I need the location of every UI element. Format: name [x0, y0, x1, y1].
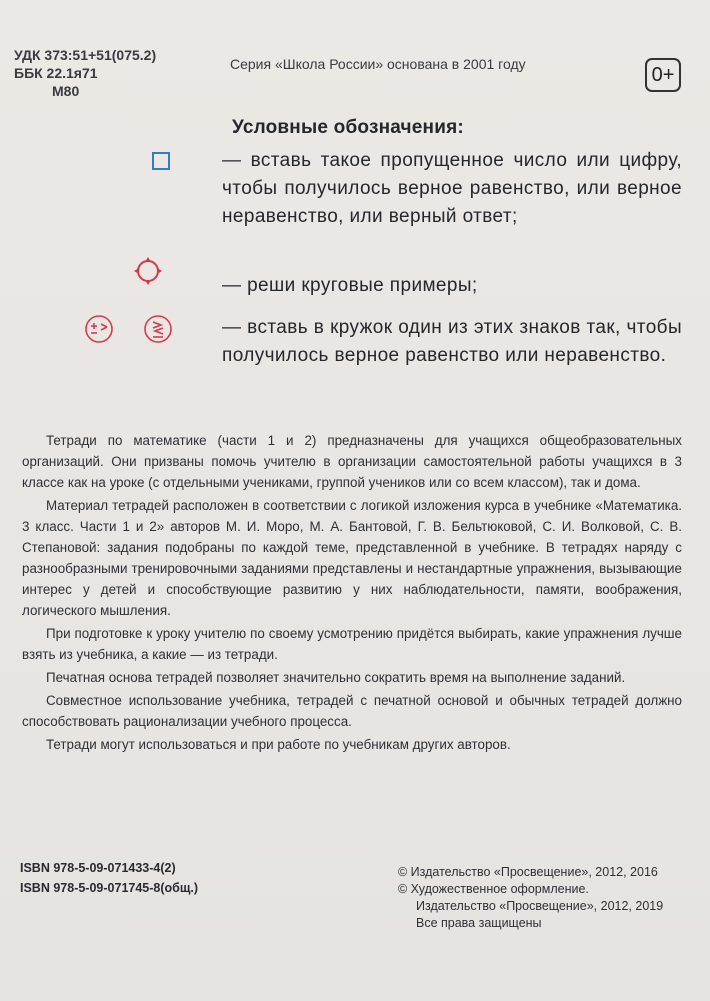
- rights-reserved: Все права защищены: [416, 916, 542, 930]
- isbn-set: ISBN 978-5-09-071745-8(общ.): [20, 881, 199, 895]
- paragraph: Тетради по математике (части 1 и 2) предназначены для учащихся общеобразовательных организаций. Они призваны помочь учителю в организации самостоятельной работы учащихся в 3 классе как на уроке (с отдельными учениками, группой учеников или со всем классом), так и дома.: [22, 433, 682, 490]
- copyright-block: [398, 864, 663, 932]
- paragraph: Печатная основа тетрадей позволяет значительно сократить время на выполнение заданий.: [46, 670, 626, 685]
- square-icon: [152, 152, 170, 170]
- udk-block: [14, 46, 156, 100]
- legend-item-signs: — вставь в кружок один из этих знаков так, чтобы получилось верное равенство или неравенство.: [222, 317, 682, 366]
- legend-item-square: — вставь такое пропущенное число или цифру, чтобы получилось верное равенство, или верное неравенство, или верный ответ;: [222, 150, 682, 227]
- author-mark: М80: [52, 83, 80, 99]
- isbn-block: [20, 858, 198, 898]
- udk-code: УДК 373:51+51(075.2): [14, 47, 157, 63]
- preface-text: [22, 430, 682, 755]
- bbk-code: ББК 22.1я71: [14, 65, 98, 81]
- paragraph: При подготовке к уроку учителю по своему усмотрению придётся выбирать, какие упражнения лучше взять из учебника, а какие — из тетради.: [22, 626, 682, 662]
- copyright-line: Издательство «Просвещение», 2012, 2019: [416, 899, 664, 913]
- copyright-line: © Художественное оформление.: [398, 882, 589, 896]
- compare-signs-icon: [80, 314, 176, 344]
- paragraph: Тетради могут использоваться и при работе по учебникам других авторов.: [46, 737, 511, 752]
- paragraph: Совместное использование учебника, тетрадей с печатной основой и обычных тетрадей должно способствовать рационализации учебного процесса.: [22, 693, 682, 729]
- circle-arrows-icon: [133, 256, 163, 286]
- age-rating-badge: 0+: [645, 58, 681, 92]
- legend-item-circle: — реши круговые примеры;: [222, 275, 478, 296]
- copyright-line: © Издательство «Просвещение», 2012, 2016: [398, 865, 658, 879]
- paragraph: Материал тетрадей расположен в соответствии с логикой изложения курса в учебнике «Математика. 3 класс. Части 1 и 2» авторов М. И. Моро, М. А. Бантовой, Г. В. Бельтюковой, С. И. Волковой, С. В. Степановой: задания подобраны по каждой теме, представленной в учебнике. В тетрадях наряду с разнообразными тренировочными заданиями представлены и нестандартные упражнения, вызывающие интерес у детей и способствующие развитию у них наблюдательности, памяти, воображения, логического мышления.: [22, 498, 682, 618]
- isbn-part: ISBN 978-5-09-071433-4(2): [20, 861, 176, 875]
- series-note: Серия «Школа России» основана в 2001 году: [230, 56, 526, 72]
- legend-title: Условные обозначения:: [232, 117, 464, 138]
